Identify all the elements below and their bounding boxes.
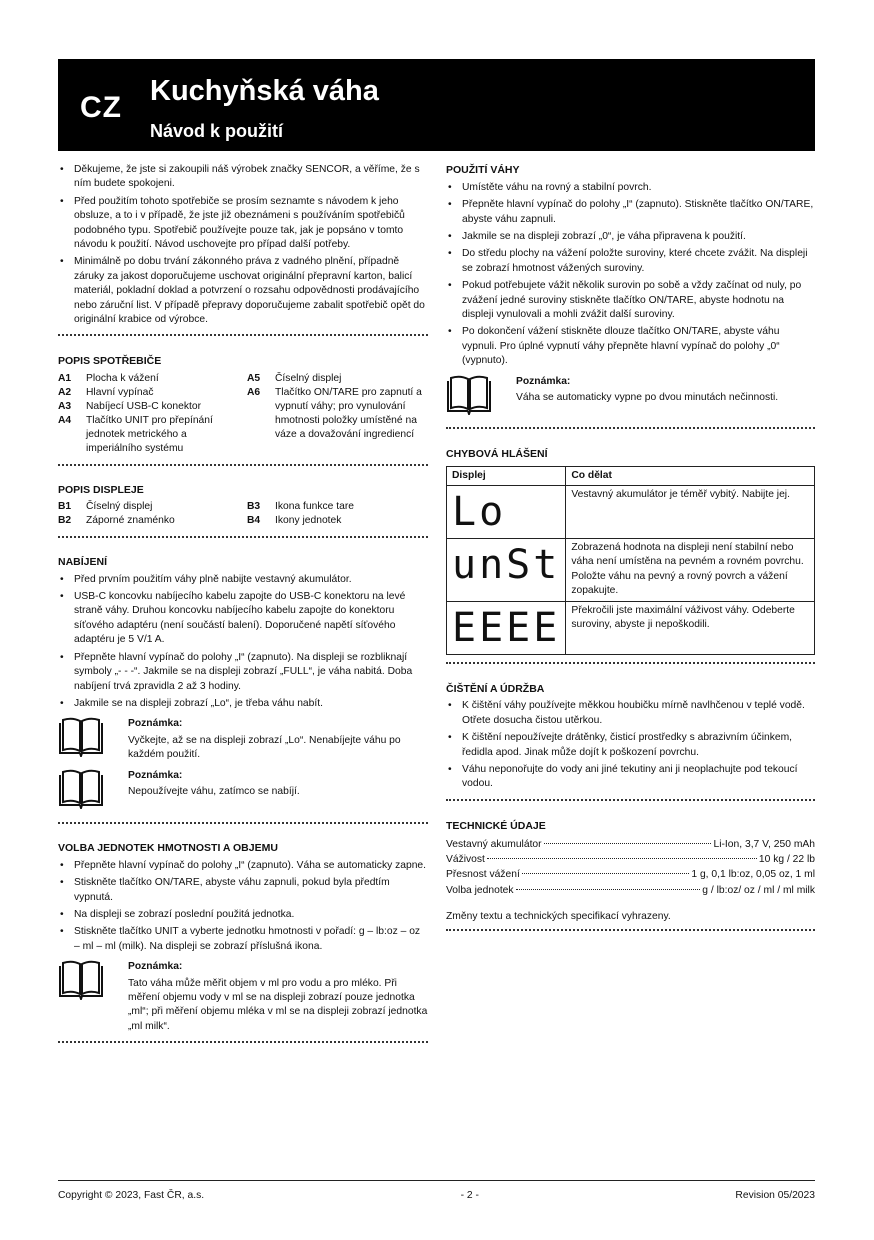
spec-row: Váživost 10 kg / 22 lb [446,853,815,865]
section-title-chyby: CHYBOVÁ HLÁŠENÍ [446,447,548,460]
list-item: • Stiskněte tlačítko UNIT a vyberte jednotku hmotnosti v pořadí: g – lb:oz – oz – ml – ml (milk). Na displeji se zobrazí příslušná ikona. [58,925,428,954]
list-item: • USB-C koncovku nabíjecího kabelu zapojte do USB-C konektoru na levé straně váhy. Druhou koncovku nabíjecího kabelu zapojte do konektoru síťového adaptéru (není součástí balení). Doporučené napětí síťového adaptéru je 5 V/1 A. [58,590,428,648]
table-header-row [447,466,815,485]
list-item: • Jakmile se na displeji zobrazí „0“, je váha připravena k použití. [446,230,815,244]
copyright: Copyright © 2023, Fast ČR, a.s. [58,1190,205,1201]
segment-display: EEEE [447,601,566,654]
header-banner [58,59,815,151]
table-cell: Zobrazená hodnota na displeji není stabilní nebo váha není umístěna na pevném a rovném povrchu. Položte váhu na pevný a rovný povrch a vážení zopakujte. [566,539,815,602]
note-title: Poznámka: [128,961,183,973]
table-cell: Vestavný akumulátor je téměř vybitý. Nabijte jej. [566,486,815,539]
part-row: B1 Číselný displej [58,501,153,513]
book-icon [446,375,516,420]
note-box [58,717,428,762]
dotted-divider [58,1041,428,1043]
note-box [446,375,815,420]
note-text: Vyčkejte, až se na displeji zobrazí „Lo“. Nenabíjejte váhu po každém použití. [128,734,401,761]
parts-list [58,372,428,455]
charging-list [58,573,428,712]
part-row: A1 Plocha k vážení [58,373,159,385]
list-item: • K čištění váhy používejte měkkou houbičku mírně navlhčenou v teplé vodě. Otřete dosucha čistou utěrkou. [446,699,815,728]
spec-row: Přesnost vážení 1 g, 0,1 lb:oz, 0,05 oz, 1 ml [446,869,815,881]
note-text: Váha se automaticky vypne po dvou minutách nečinnosti. [516,391,779,403]
list-item: • Přepněte hlavní vypínač do polohy „I“ (zapnuto). Váha se automaticky zapne. [58,859,428,873]
page-number: - 2 - [460,1190,479,1201]
list-item: • Před použitím tohoto spotřebiče se prosím seznamte s návodem k jeho obsluze, a to i v případě, že jste již obeznámeni s používáním spotřebičů podobného typu. Spotřebič používejte pouze tak, jak je popsáno v tomto návodu k použití. Návod uschovejte pro případ další potřeby. [58,195,428,253]
dotted-divider [58,334,428,336]
note-title: Poznámka: [128,718,183,730]
part-row: A3 Nabíjecí USB-C konektor [58,400,202,412]
left-column [58,163,428,1043]
section-title-popis-spotrebice: POPIS SPOTŘEBIČE [58,355,162,368]
book-icon [58,960,128,1034]
book-icon [58,717,128,762]
list-item: • Jakmile se na displeji zobrazí „Lo“, je třeba váhu nabít. [58,697,428,711]
cleaning-list [446,699,815,791]
part-row: B4 Ikony jednotek [247,515,342,527]
table-row [447,539,815,602]
part-row: B3 Ikona funkce tare [247,501,354,513]
column-header-display: Displej [447,466,566,485]
note-text: Nepoužívejte váhu, zatímco se nabíjí. [128,786,300,798]
section-title-pouziti: POUŽITÍ VÁHY [446,164,520,176]
intro-list [58,163,428,327]
revision: Revision 05/2023 [735,1190,815,1201]
dotted-divider [446,427,815,429]
language-code: CZ [80,91,122,124]
list-item: • Po dokončení vážení stiskněte dlouze tlačítko ON/TARE, abyste váhu vypnuli. Pro úplné vypnutí váhy přepněte hlavní vypínač do polohy „0“ (vypnuto). [446,325,815,368]
section-title-volba-jednotek: VOLBA JEDNOTEK HMOTNOSTI A OBJEMU [58,842,278,855]
segment-display: unSt [447,539,566,602]
disclaimer: Změny textu a technických specifikací vyhrazeny. [446,911,671,923]
section-title-technicke: TECHNICKÉ ÚDAJE [446,819,546,832]
list-item: • Přepněte hlavní vypínač do polohy „I“ (zapnuto). Stiskněte tlačítko ON/TARE, abyste váhu zapnuli. [446,198,815,227]
spec-row: Volba jednotek g / lb:oz/ oz / ml / ml milk [446,884,815,896]
list-item: • Váhu neponořujte do vody ani jiné tekutiny ani ji neoplachujte pod tekoucí vodou. [446,763,815,792]
note-box [58,769,428,814]
segment-display: Lo [447,486,566,539]
dotted-divider [58,822,428,824]
page-title: Kuchyňská váha [150,75,379,107]
section-title-cisteni: ČIŠTĚNÍ A ÚDRŽBA [446,682,545,695]
list-item: • K čištění nepoužívejte drátěnky, čisticí prostředky s abrazivním účinkem, ředidla apod. Jinak může dojít k poškození povrchu. [446,731,815,760]
part-row: A2 Hlavní vypínač [58,387,154,399]
units-list [58,859,428,954]
column-header-action: Co dělat [566,466,815,485]
note-title: Poznámka: [516,375,571,387]
usage-list [446,181,815,369]
dotted-divider [446,799,815,801]
list-item: • Na displeji se zobrazí poslední použitá jednotka. [58,908,428,922]
table-row [447,486,815,539]
spec-row: Vestavný akumulátor Li-Ion, 3,7 V, 250 mAh [446,838,815,850]
dotted-divider [58,464,428,466]
footer [58,1180,815,1203]
list-item: • Stiskněte tlačítko ON/TARE, abyste váhu zapnuli, pokud byla předtím vypnutá. [58,876,428,905]
list-item: • Do středu plochy na vážení položte suroviny, které chcete zvážit. Na displeji se zobrazí hmotnost vážených suroviny. [446,247,815,276]
note-box [58,960,428,1034]
table-cell: Překročili jste maximální váživost váhy. Odeberte suroviny, abyste ji nepoškodili. [566,601,815,654]
table-row [447,601,815,654]
list-item: • Před prvním použitím váhy plně nabijte vestavný akumulátor. [58,573,428,587]
display-parts-list [58,500,428,528]
list-item: • Minimálně po dobu trvání zákonného práva z vadného plnění, případně záruky za jakost doporučujeme uschovat originální přepravní karton, balicí materiál, pokladní doklad a potvrzení o rozsahu odpovědnosti prodávajícího nebo záruční list. V případě přepravy doporučujeme zabalit spotřebič opět do originální krabice od výrobce. [58,255,428,327]
dotted-divider [446,662,815,664]
book-icon [58,769,128,814]
right-column [446,163,815,949]
part-row: B2 Záporné znaménko [58,515,175,527]
part-row: A5 Číselný displej [247,373,342,385]
dotted-divider [58,536,428,538]
list-item: • Pokud potřebujete vážit několik surovin po sobě a vždy začínat od nuly, po zvážení jedné suroviny stiskněte tlačítko ON/TARE, abyste hodnotu na displeji vynulovali a mohli zvážit další suroviny. [446,279,815,322]
spec-list [446,837,815,899]
list-item: • Děkujeme, že jste si zakoupili náš výrobek značky SENCOR, a věříme, že s ním budete spokojeni. [58,163,428,192]
note-text: Tato váha může měřit objem v ml pro vodu a pro mléko. Při měření objemu vody v ml se na displeji zobrazí pouze jednotka „ml“; při měření objemu mléka v ml se na displeji zobrazí jednotka „ml milk“. [128,977,428,1032]
page-subtitle: Návod k použití [150,121,284,141]
list-item: • Umístěte váhu na rovný a stabilní povrch. [446,181,815,195]
part-row: A6 Tlačítko ON/TARE pro zapnutí a vypnutí váhy; pro vynulování hmotnosti položky umístěné na váze a dovažování ingrediencí [247,387,422,440]
section-title-popis-displeje: POPIS DISPLEJE [58,483,144,496]
error-table [446,466,815,655]
list-item: • Přepněte hlavní vypínač do polohy „I“ (zapnuto). Na displeji se rozbliknají symboly „- - -“. Jakmile se na displeji zobrazí „FULL“, je váha nabitá. Doba nabíjení trvá zpravidla 2 až 3 hodiny. [58,651,428,694]
part-row: A4 Tlačítko UNIT pro přepínání jednotek metrického a imperiálního systému [58,414,213,454]
dotted-divider [446,929,815,931]
section-title-nabijeni: NABÍJENÍ [58,555,108,568]
note-title: Poznámka: [128,769,183,781]
